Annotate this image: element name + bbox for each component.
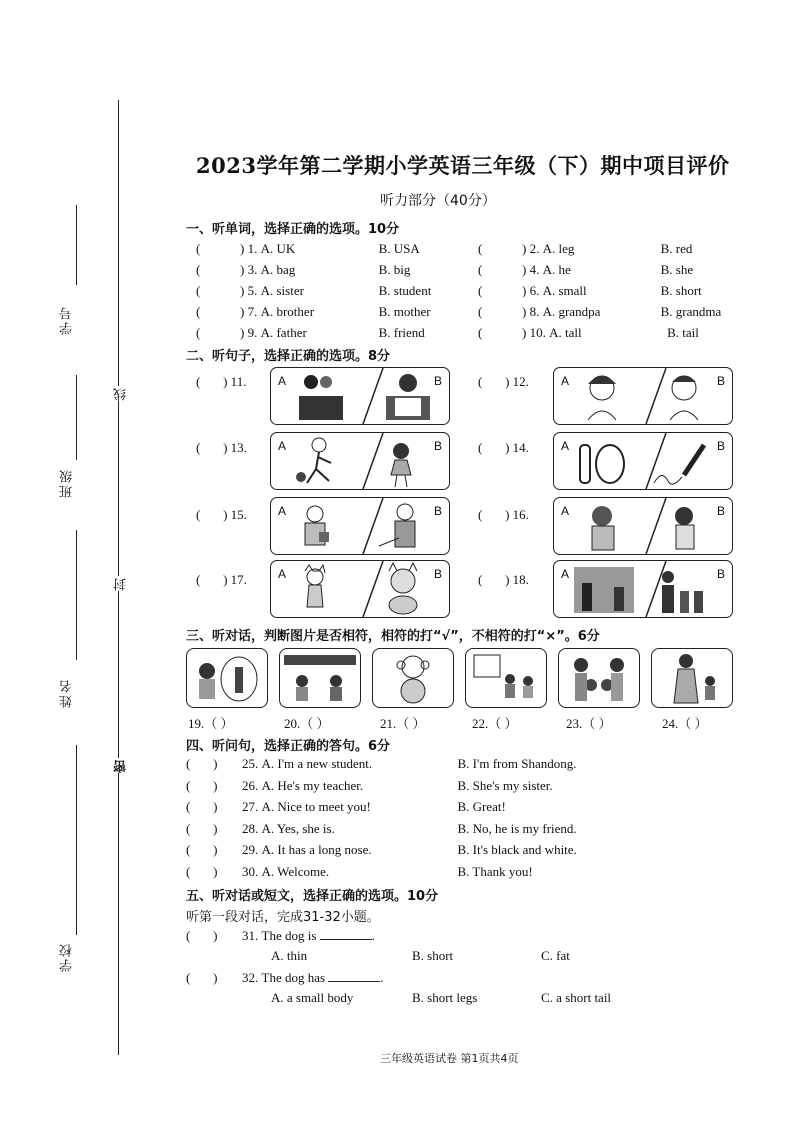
item-number: 10. (529, 325, 546, 340)
option-b[interactable]: B. red (660, 241, 693, 256)
q15-image-box[interactable] (270, 497, 450, 555)
section1-item (196, 241, 420, 257)
page-footer: 三年级英语试卷 第1页共4页 (380, 1052, 519, 1065)
item-number: 25. (242, 756, 259, 771)
q15-pictures (271, 498, 449, 554)
q13-image-box[interactable] (270, 432, 450, 490)
q32-option-a[interactable]: A. a small body (271, 990, 354, 1005)
section5-subheading: 听第一段对话，完成31-32小题。 (186, 910, 380, 925)
section5-heading: 五、听对话或短文，选择正确的选项。10分 (186, 889, 439, 904)
section4-item (186, 864, 533, 880)
option-b[interactable]: B. Thank you! (457, 863, 533, 879)
option-b[interactable]: B. She's my sister. (457, 777, 553, 793)
section4-item (186, 821, 577, 837)
item-number: 3. (247, 262, 258, 277)
q16-image-box[interactable] (553, 497, 733, 555)
answer-paren[interactable]: ( ) (186, 842, 218, 857)
option-a[interactable]: A. Welcome. (261, 863, 330, 879)
q17-label: ( ) 17. (196, 572, 247, 587)
section1-item (478, 283, 702, 299)
q31-blank[interactable] (320, 927, 372, 940)
option-a[interactable]: A. brother (260, 304, 315, 319)
answer-paren[interactable]: ( (478, 262, 483, 277)
answer-paren-close: ) (522, 283, 527, 298)
answer-paren-close: ) (240, 241, 245, 256)
item-number: 29. (242, 842, 259, 857)
option-b-label: B (433, 504, 442, 518)
q16-pictures (554, 498, 732, 554)
option-b-label: B (433, 567, 442, 581)
option-a-label: A (278, 567, 287, 581)
section4-item (186, 778, 553, 794)
q19-answer[interactable]: 19.（ ） (188, 716, 234, 731)
answer-paren[interactable]: ( (196, 283, 201, 298)
option-a-label: A (561, 374, 570, 388)
option-b[interactable]: B. she (660, 262, 694, 277)
classroom-scene-icon (280, 649, 360, 707)
q11-image-box[interactable] (270, 367, 450, 425)
option-a[interactable]: A. tall (549, 325, 582, 340)
option-b[interactable]: B. No, he is my friend. (457, 820, 577, 836)
answer-paren[interactable]: ( ) (186, 820, 218, 836)
student-no-label: 学号 (60, 305, 75, 335)
option-a[interactable]: A. grandpa (542, 304, 601, 319)
option-a-label: A (278, 374, 287, 388)
page-title: 2023学年第二学期小学英语三年级（下）期中项目评价 (196, 153, 730, 178)
section1-item (478, 325, 699, 341)
answer-paren[interactable]: ( (196, 262, 201, 277)
section1-item (478, 241, 692, 257)
option-b-label: B (716, 567, 725, 581)
section1-item (196, 262, 410, 278)
family-with-board-icon (466, 649, 546, 707)
option-a[interactable]: A. He's my teacher. (261, 777, 364, 793)
option-b-label: B (716, 504, 725, 518)
boy-and-tower-icon (187, 649, 267, 707)
q12-pictures (554, 368, 732, 424)
section4-item (186, 842, 577, 858)
section1-item (478, 304, 721, 320)
item-number: 6. (529, 283, 540, 298)
option-a-label: A (561, 504, 570, 518)
option-b[interactable]: B. USA (378, 241, 420, 256)
option-b[interactable]: B. friend (378, 325, 425, 340)
option-a[interactable]: A. he (542, 262, 571, 277)
answer-paren[interactable]: ( (478, 304, 483, 319)
school-label: 学校 (60, 942, 75, 972)
seal-char: 封 (114, 576, 129, 591)
answer-paren[interactable]: ( ) (186, 777, 218, 793)
answer-paren[interactable]: ( (196, 304, 201, 319)
name-underline (76, 530, 77, 660)
section1-heading: 一、听单词，选择正确的选项。10分 (186, 222, 400, 237)
option-a[interactable]: A. I'm a new student. (261, 756, 373, 771)
answer-paren-close: ) (522, 262, 527, 277)
q23-answer[interactable]: 23.（ ） (566, 716, 612, 731)
q20-answer[interactable]: 20.（ ） (284, 716, 330, 731)
q12-label: ( ) 12. (478, 374, 529, 389)
name-label: 姓名 (60, 678, 75, 708)
q18-pictures (554, 561, 732, 617)
q31-option-c[interactable]: C. fat (541, 948, 570, 963)
q31-option-a[interactable]: A. thin (271, 948, 308, 963)
option-b[interactable]: B. grandma (660, 304, 722, 319)
q16-label: ( ) 16. (478, 507, 529, 522)
q14-pictures (554, 433, 732, 489)
answer-paren[interactable]: ( (478, 325, 483, 340)
section1-item (196, 325, 425, 341)
mother-and-child-icon (652, 649, 732, 707)
option-b[interactable]: B. Great! (457, 799, 506, 814)
answer-paren[interactable]: ( (196, 241, 201, 256)
q14-label: ( ) 14. (478, 440, 529, 455)
option-b-label: B (716, 374, 725, 388)
option-b[interactable]: B. student (378, 283, 432, 298)
q13-label: ( ) 13. (196, 440, 247, 455)
option-a-label: A (561, 567, 570, 581)
option-b-label: B (433, 374, 442, 388)
q21-picture (372, 648, 454, 708)
answer-paren[interactable]: ( (478, 241, 483, 256)
item-number: 1. (247, 241, 258, 256)
option-b[interactable]: B. big (378, 262, 411, 277)
q19-picture (186, 648, 268, 708)
item-number: 26. (242, 777, 259, 793)
answer-paren-close: ) (522, 304, 527, 319)
q11-label: ( ) 11. (196, 374, 247, 389)
answer-paren-close: ) (522, 241, 527, 256)
q17-pictures (271, 561, 449, 617)
q15-label: ( ) 15. (196, 507, 247, 522)
option-b[interactable]: B. short (660, 283, 702, 298)
section1-item (196, 283, 431, 299)
q17-image-box[interactable] (270, 560, 450, 618)
answer-paren-close: ) (240, 304, 245, 319)
option-a[interactable]: A. Yes, she is. (261, 820, 335, 836)
student-no-underline (76, 205, 77, 285)
item-number: 8. (529, 304, 540, 319)
option-b-label: B (433, 439, 442, 453)
q21-answer[interactable]: 21.（ ） (380, 716, 426, 731)
item-number: 27. (242, 799, 259, 814)
q22-picture (465, 648, 547, 708)
q13-pictures (271, 433, 449, 489)
section1-item (478, 262, 693, 278)
answer-paren[interactable]: ( ) (186, 799, 218, 814)
option-a-label: A (561, 439, 570, 453)
q32-option-b[interactable]: B. short legs (412, 990, 478, 1005)
option-a-label: A (278, 504, 287, 518)
q31-option-b[interactable]: B. short (412, 948, 454, 963)
option-a[interactable]: A. sister (260, 283, 304, 298)
option-a[interactable]: A. It has a long nose. (261, 842, 372, 857)
line-char: 线 (114, 386, 129, 401)
q23-picture (558, 648, 640, 708)
q31-row: ( ) 31. The dog is . (186, 928, 375, 943)
answer-paren[interactable]: ( (196, 325, 201, 340)
answer-paren-close: ) (240, 262, 245, 277)
item-number: 28. (242, 820, 259, 836)
option-a[interactable]: A. small (542, 283, 587, 298)
q18-image-box[interactable] (553, 560, 733, 618)
answer-paren-close: ) (240, 283, 245, 298)
item-number: 30. (242, 863, 259, 879)
item-number: 4. (529, 262, 540, 277)
option-b[interactable]: B. mother (378, 304, 431, 319)
option-a[interactable]: A. leg (542, 241, 575, 256)
q18-label: ( ) 18. (478, 572, 529, 587)
answer-paren-close: ) (522, 325, 527, 340)
q14-image-box[interactable] (553, 432, 733, 490)
item-number: 7. (247, 304, 258, 319)
option-a[interactable]: A. Nice to meet you! (261, 799, 371, 814)
item-number: 2. (529, 241, 540, 256)
option-b[interactable]: B. It's black and white. (457, 842, 577, 857)
school-underline (76, 745, 77, 935)
answer-paren-close: ) (240, 325, 245, 340)
q32-blank[interactable] (328, 969, 380, 982)
section3-heading: 三、听对话，判断图片是否相符，相符的打“√”，不相符的打“×”。6分 (186, 629, 600, 644)
q24-picture (651, 648, 733, 708)
class-label: 班级 (60, 468, 75, 498)
option-a[interactable]: A. father (260, 325, 307, 340)
q24-answer[interactable]: 24.（ ） (662, 716, 708, 731)
page-subtitle: 听力部分（40分） (380, 193, 496, 209)
q32-option-c[interactable]: C. a short tail (541, 990, 612, 1005)
item-number: 9. (247, 325, 258, 340)
q32-row: ( ) 32. The dog has . (186, 970, 384, 985)
monkey-icon (373, 649, 453, 707)
section4-heading: 四、听问句，选择正确的答句。6分 (186, 739, 391, 754)
q11-pictures (271, 368, 449, 424)
section4-item (186, 799, 506, 815)
section4-item (186, 756, 576, 772)
option-a-label: A (278, 439, 287, 453)
family-group-icon (559, 649, 639, 707)
option-a[interactable]: A. bag (260, 262, 296, 277)
q12-image-box[interactable] (553, 367, 733, 425)
answer-paren[interactable]: ( ) (186, 756, 218, 771)
answer-paren[interactable]: ( (478, 283, 483, 298)
class-underline (76, 375, 77, 460)
option-b[interactable]: B. tail (667, 325, 699, 340)
section2-heading: 二、听句子，选择正确的选项。8分 (186, 349, 391, 364)
mi-char: 密 (114, 758, 129, 773)
q22-answer[interactable]: 22.（ ） (472, 716, 518, 731)
q20-picture (279, 648, 361, 708)
option-b[interactable]: B. I'm from Shandong. (457, 756, 577, 771)
section1-item (196, 304, 431, 320)
answer-paren[interactable]: ( ) (186, 863, 218, 879)
option-b-label: B (716, 439, 725, 453)
item-number: 5. (247, 283, 258, 298)
option-a[interactable]: A. UK (260, 241, 296, 256)
